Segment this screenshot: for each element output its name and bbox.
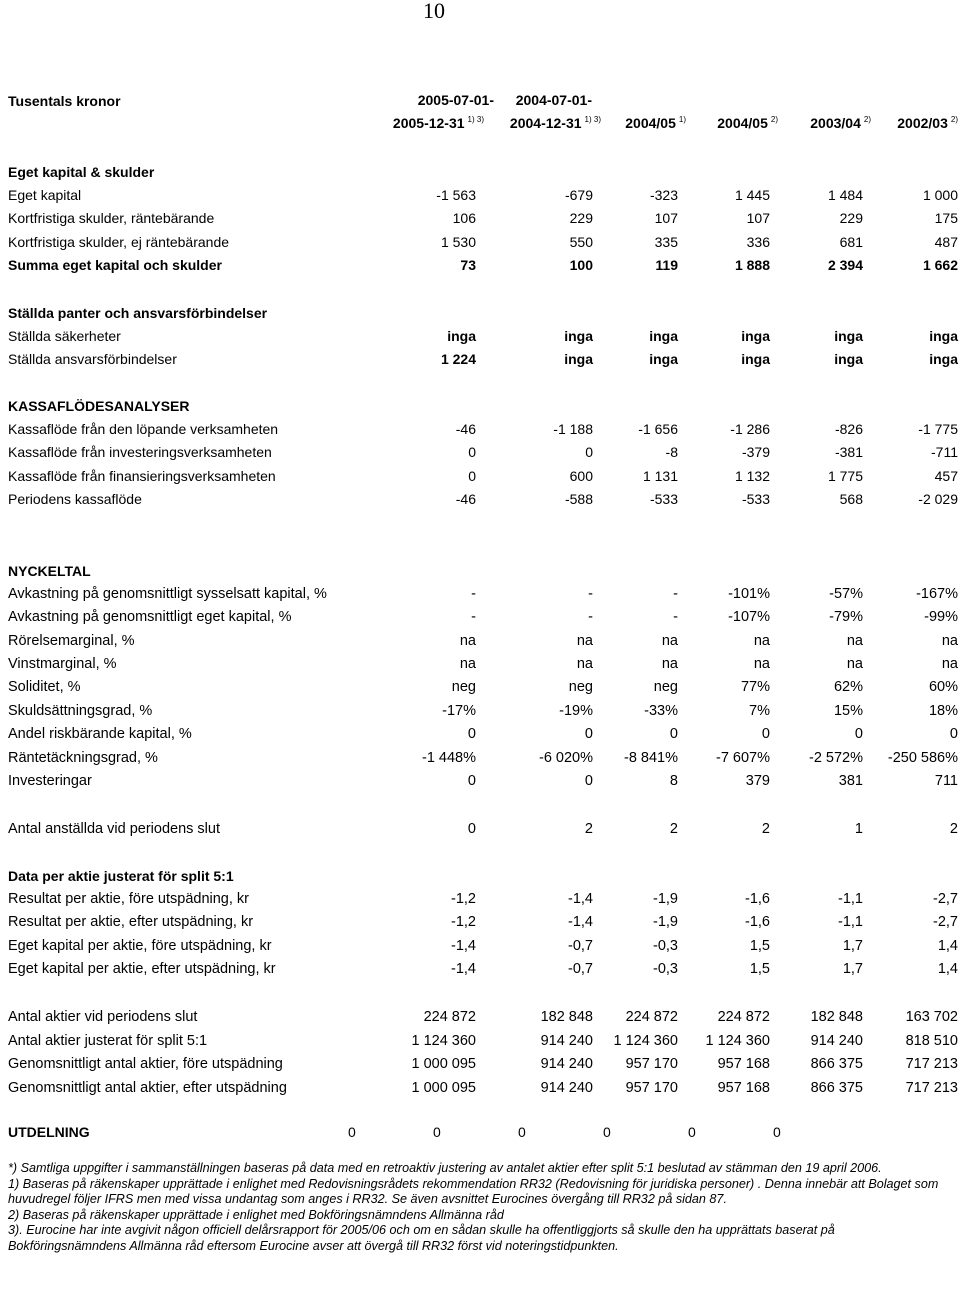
cell-value: -2,7 bbox=[933, 914, 958, 931]
table-row bbox=[8, 723, 958, 746]
cell-value: - bbox=[471, 609, 476, 626]
col2-header-line2: 2004-12-31 $^{1) 3)}$ bbox=[509, 115, 601, 131]
cell-value: -1,4 bbox=[568, 914, 593, 931]
cell-value: 957 168 bbox=[717, 1056, 770, 1073]
dividend-row bbox=[8, 1124, 858, 1140]
cell-value: 77% bbox=[740, 679, 770, 696]
equity-section bbox=[8, 160, 958, 277]
row-label: Eget kapital per aktie, efter utspädning, kr bbox=[8, 961, 276, 977]
cell-value: -7 607% bbox=[715, 749, 770, 766]
cell-value: 1,7 bbox=[842, 937, 863, 954]
cell-value: na bbox=[846, 632, 863, 649]
cell-value: 224 872 bbox=[717, 1009, 770, 1026]
dividend-value: 0 bbox=[518, 1124, 526, 1140]
cell-value: inga bbox=[834, 351, 863, 368]
cell-value: na bbox=[576, 632, 593, 649]
row-label: Avkastning på genomsnittligt sysselsatt kapital, % bbox=[8, 585, 327, 602]
cell-value: 818 510 bbox=[905, 1032, 958, 1049]
cell-value: 60% bbox=[928, 679, 958, 696]
row-label: Kassaflöde från finansieringsverksamheten bbox=[8, 467, 276, 484]
col2-header-line1: 2004-07-01- bbox=[515, 92, 592, 108]
cell-value: 487 bbox=[934, 233, 958, 250]
table-row bbox=[8, 911, 958, 934]
cell-value: 2 bbox=[761, 821, 770, 838]
cell-value: 957 168 bbox=[717, 1079, 770, 1096]
cell-value: 0 bbox=[585, 444, 593, 461]
cell-value: 1,4 bbox=[937, 937, 958, 954]
cell-value: 2 394 bbox=[827, 257, 863, 274]
row-label: Andel riskbärande kapital, % bbox=[8, 726, 192, 743]
cell-value: 866 375 bbox=[810, 1079, 863, 1096]
pledges-section bbox=[8, 301, 958, 371]
row-label: Ställda säkerheter bbox=[8, 328, 121, 345]
cell-value: 1 775 bbox=[827, 467, 863, 484]
cell-value: -17% bbox=[442, 702, 476, 719]
col5-header: 2003/04 $^{2)}$ bbox=[810, 115, 871, 131]
table-row bbox=[8, 582, 958, 605]
table-row bbox=[8, 746, 958, 769]
table-row bbox=[8, 887, 958, 910]
table-row bbox=[8, 770, 958, 793]
cell-value: -0,7 bbox=[568, 961, 593, 977]
cell-value: -1,2 bbox=[451, 890, 476, 907]
cell-value: 866 375 bbox=[810, 1056, 863, 1073]
table-row bbox=[8, 629, 958, 652]
table-row bbox=[8, 488, 958, 511]
cell-value: - bbox=[673, 609, 678, 626]
cell-value: 2 bbox=[584, 821, 593, 838]
cell-value: -46 bbox=[455, 491, 476, 508]
table-row bbox=[8, 676, 958, 699]
cell-value: -0,3 bbox=[653, 961, 678, 977]
cell-value: 957 170 bbox=[625, 1079, 678, 1096]
cell-value: 1,5 bbox=[749, 961, 770, 977]
cell-value: 0 bbox=[584, 772, 593, 789]
cell-value: -1,1 bbox=[838, 890, 863, 907]
cell-value: -167% bbox=[916, 585, 958, 602]
cell-value: 229 bbox=[839, 210, 863, 227]
cell-value: 229 bbox=[569, 210, 593, 227]
col3-header: 2004/05 $^{1)}$ bbox=[625, 115, 686, 131]
cell-value: -101% bbox=[728, 585, 770, 602]
cell-value: 335 bbox=[654, 233, 678, 250]
cell-value: -1,1 bbox=[838, 914, 863, 931]
footnotes bbox=[8, 1161, 954, 1255]
cell-value: -57% bbox=[829, 585, 863, 602]
cell-value: 1,5 bbox=[749, 937, 770, 954]
row-label: Räntetäckningsgrad, % bbox=[8, 749, 158, 766]
cell-value: inga bbox=[741, 328, 770, 345]
row-label: Kortfristiga skulder, räntebärande bbox=[8, 210, 215, 227]
table-row bbox=[8, 1006, 958, 1029]
table-row bbox=[8, 183, 958, 206]
table-row bbox=[8, 958, 958, 981]
cell-value: 1 bbox=[854, 821, 863, 838]
cell-value: 957 170 bbox=[625, 1056, 678, 1073]
cell-value: 1,4 bbox=[937, 961, 958, 977]
cell-value: 1 224 bbox=[440, 351, 476, 368]
row-label: Kortfristiga skulder, ej räntebärande bbox=[8, 233, 230, 250]
cell-value: -1 775 bbox=[918, 421, 958, 438]
per-share-section bbox=[8, 864, 958, 981]
cell-value: -1,9 bbox=[653, 914, 678, 931]
cell-value: -1 286 bbox=[730, 421, 770, 438]
cell-value: -1 563 bbox=[436, 187, 476, 204]
cell-value: 717 213 bbox=[905, 1056, 958, 1073]
cell-value: -588 bbox=[564, 491, 593, 508]
cell-value: -99% bbox=[924, 609, 958, 626]
dividend-value: 0 bbox=[348, 1124, 356, 1140]
table-row bbox=[8, 441, 958, 464]
cell-value: -8 bbox=[665, 444, 678, 461]
cell-value: 1,7 bbox=[842, 961, 863, 977]
cell-value: na bbox=[753, 632, 770, 649]
cell-value: - bbox=[588, 609, 593, 626]
cell-value: -2,7 bbox=[933, 890, 958, 907]
cell-value: 1 131 bbox=[642, 467, 678, 484]
row-label: Investeringar bbox=[8, 772, 92, 789]
cell-value: -826 bbox=[834, 421, 863, 438]
cell-value: 681 bbox=[839, 233, 863, 250]
table-row bbox=[8, 254, 958, 277]
cell-value: 457 bbox=[934, 467, 958, 484]
col1-header-line1: 2005-07-01- bbox=[417, 92, 494, 108]
cell-value: -1,9 bbox=[653, 890, 678, 907]
row-label: Resultat per aktie, efter utspädning, kr bbox=[8, 914, 254, 931]
cell-value: 1 000 bbox=[922, 187, 958, 204]
footnote: 3). Eurocine har inte avgivit någon officiell delårsrapport för 2005/06 och om en sådan skulle ha offentliggjorts så skulle den ha upprättats baserat på Bokföringsnämndens Allmänna råd eftersom Eurocine avser att övergå till RR32 först vid noteringstidpunkten. bbox=[8, 1223, 835, 1253]
cell-value: -1,6 bbox=[745, 914, 770, 931]
cell-value: na bbox=[941, 656, 958, 672]
cell-value: -1 656 bbox=[638, 421, 678, 438]
cell-value: 1 662 bbox=[922, 257, 958, 274]
cell-value: 1 132 bbox=[734, 467, 770, 484]
cell-value: na bbox=[459, 632, 476, 649]
cell-value: 2 bbox=[669, 821, 678, 838]
cell-value: 7% bbox=[749, 702, 770, 719]
cell-value: 0 bbox=[468, 467, 476, 484]
cell-value: -1 188 bbox=[553, 421, 593, 438]
cell-value: 15% bbox=[833, 702, 863, 719]
cell-value: inga bbox=[649, 328, 678, 345]
row-label: Soliditet, % bbox=[8, 679, 81, 696]
cell-value: neg bbox=[568, 679, 593, 696]
cell-value: na bbox=[846, 656, 863, 672]
cell-value: 107 bbox=[746, 210, 770, 227]
cell-value: 119 bbox=[655, 257, 678, 274]
row-label: Antal anställda vid periodens slut bbox=[8, 821, 220, 838]
cell-value: inga bbox=[564, 351, 593, 368]
table-row bbox=[8, 818, 958, 841]
cell-value: 1 000 095 bbox=[411, 1056, 476, 1073]
cell-value: 182 848 bbox=[810, 1009, 863, 1026]
cell-value: 0 bbox=[468, 444, 476, 461]
cashflow-section bbox=[8, 394, 958, 511]
cell-value: -2 029 bbox=[918, 491, 958, 508]
cell-value: -533 bbox=[649, 491, 678, 508]
cell-value: 1 124 360 bbox=[705, 1032, 770, 1049]
cell-value: na bbox=[661, 632, 678, 649]
cell-value: 175 bbox=[934, 210, 958, 227]
cell-value: 0 bbox=[949, 726, 958, 743]
cell-value: 18% bbox=[928, 702, 958, 719]
cell-value: -679 bbox=[564, 187, 593, 204]
cell-value: neg bbox=[653, 679, 678, 696]
table-header bbox=[8, 89, 958, 135]
table-row bbox=[8, 324, 958, 347]
col6-header: 2002/03 $^{2)}$ bbox=[897, 115, 958, 131]
cell-value: 914 240 bbox=[540, 1079, 593, 1096]
cell-value: -250 586% bbox=[887, 749, 958, 766]
cell-value: - bbox=[673, 585, 678, 602]
section-heading: NYCKELTAL bbox=[8, 562, 91, 579]
row-label: Vinstmarginal, % bbox=[8, 656, 117, 672]
cell-value: inga bbox=[929, 351, 958, 368]
cell-value: 1 000 095 bbox=[411, 1079, 476, 1096]
table-row bbox=[8, 230, 958, 253]
row-label: Eget kapital per aktie, före utspädning, kr bbox=[8, 937, 272, 954]
cell-value: 73 bbox=[460, 257, 476, 274]
cell-value: 1 124 360 bbox=[613, 1032, 678, 1049]
cell-value: 914 240 bbox=[540, 1056, 593, 1073]
col4-header: 2004/05 $^{2)}$ bbox=[717, 115, 778, 131]
cell-value: 1 445 bbox=[734, 187, 770, 204]
row-label: Antal aktier vid periodens slut bbox=[8, 1009, 198, 1026]
employees-section bbox=[8, 818, 958, 841]
cell-value: -323 bbox=[649, 187, 678, 204]
cell-value: 182 848 bbox=[540, 1009, 593, 1026]
table-row bbox=[8, 1076, 958, 1099]
cell-value: -1,4 bbox=[451, 961, 476, 977]
cell-value: 0 bbox=[584, 726, 593, 743]
cell-value: -79% bbox=[829, 609, 863, 626]
table-row bbox=[8, 606, 958, 629]
cell-value: 224 872 bbox=[625, 1009, 678, 1026]
cell-value: 914 240 bbox=[540, 1032, 593, 1049]
cell-value: inga bbox=[564, 328, 593, 345]
cell-value: 1 484 bbox=[827, 187, 863, 204]
row-label: Genomsnittligt antal aktier, före utspädning bbox=[8, 1056, 283, 1073]
cell-value: -107% bbox=[728, 609, 770, 626]
cell-value: na bbox=[941, 632, 958, 649]
cell-value: -46 bbox=[455, 421, 476, 438]
table-row bbox=[8, 934, 958, 957]
cell-value: 2 bbox=[949, 821, 958, 838]
cell-value: -381 bbox=[834, 444, 863, 461]
cell-value: na bbox=[459, 656, 476, 672]
dividend-value: 0 bbox=[773, 1124, 781, 1140]
row-label: Kassaflöde från investeringsverksamheten bbox=[8, 444, 272, 461]
cell-value: -379 bbox=[741, 444, 770, 461]
cell-value: 224 872 bbox=[423, 1009, 476, 1026]
cell-value: -6 020% bbox=[538, 749, 593, 766]
row-label: Avkastning på genomsnittligt eget kapital, % bbox=[8, 609, 292, 626]
cell-value: 0 bbox=[761, 726, 770, 743]
cell-value: -1,4 bbox=[568, 890, 593, 907]
cell-value: -711 bbox=[931, 444, 958, 461]
cell-value: inga bbox=[741, 351, 770, 368]
cell-value: inga bbox=[649, 351, 678, 368]
cell-value: 600 bbox=[569, 467, 593, 484]
cell-value: -2 572% bbox=[808, 749, 863, 766]
table-row bbox=[8, 348, 958, 371]
cell-value: -1,2 bbox=[451, 914, 476, 931]
dividend-label: UTDELNING bbox=[8, 1124, 90, 1140]
table-title: Tusentals kronor bbox=[8, 93, 121, 109]
cell-value: 711 bbox=[934, 772, 958, 789]
dividend-value: 0 bbox=[433, 1124, 441, 1140]
dividend-value: 0 bbox=[603, 1124, 611, 1140]
footnote: 1) Baseras på räkenskaper upprättade i enlighet med Redovisningsrådets rekommendation RR32 (Redovisning för juridiska personer) . Denna innebär att Bolaget som huvudregel följer IFRS men med vissa undantag som anges i RR32. Se även avsnittet Eurocines övergång till RR32 på sidan 87. bbox=[8, 1176, 939, 1207]
cell-value: inga bbox=[447, 328, 476, 345]
cell-value: 100 bbox=[569, 257, 593, 274]
cell-value: 107 bbox=[654, 210, 678, 227]
col1-header-line2: 2005-12-31 $^{1) 3)}$ bbox=[392, 115, 484, 131]
cell-value: 0 bbox=[467, 772, 476, 789]
shares-section bbox=[8, 1006, 958, 1100]
cell-value: inga bbox=[929, 328, 958, 345]
page-number: 10 bbox=[423, 0, 445, 23]
cell-value: 914 240 bbox=[810, 1032, 863, 1049]
table-row bbox=[8, 653, 958, 676]
footnote: 2) Baseras på räkenskaper upprättade i enlighet med Bokföringsnämndens Allmänna råd bbox=[8, 1207, 504, 1222]
cell-value: -0,7 bbox=[568, 937, 593, 954]
cell-value: 568 bbox=[839, 491, 863, 508]
row-label: Rörelsemarginal, % bbox=[8, 632, 135, 649]
table-row bbox=[8, 464, 958, 487]
cell-value: 0 bbox=[467, 821, 476, 838]
keyfigures-section bbox=[8, 559, 958, 793]
cell-value: -1 448% bbox=[421, 749, 476, 766]
cell-value: 336 bbox=[746, 233, 770, 250]
section-heading: Ställda panter och ansvarsförbindelser bbox=[8, 304, 268, 321]
table-row bbox=[8, 1053, 958, 1076]
row-label: Genomsnittligt antal aktier, efter utspädning bbox=[8, 1079, 287, 1096]
cell-value: 1 888 bbox=[734, 257, 770, 274]
cell-value: 717 213 bbox=[905, 1079, 958, 1096]
cell-value: 379 bbox=[745, 772, 770, 789]
row-label: Ställda ansvarsförbindelser bbox=[8, 351, 177, 368]
section-heading: Data per aktie justerat för split 5:1 bbox=[8, 867, 234, 884]
table-row bbox=[8, 417, 958, 440]
table-row bbox=[8, 1029, 958, 1052]
cell-value: 163 702 bbox=[905, 1009, 958, 1026]
row-label: Periodens kassaflöde bbox=[8, 491, 142, 508]
row-label: Kassaflöde från den löpande verksamheten bbox=[8, 421, 279, 438]
cell-value: 550 bbox=[569, 233, 593, 250]
cell-value: na bbox=[661, 656, 678, 672]
cell-value: 0 bbox=[669, 726, 678, 743]
cell-value: na bbox=[576, 656, 593, 672]
cell-value: inga bbox=[834, 328, 863, 345]
row-label: Skuldsättningsgrad, % bbox=[8, 702, 153, 719]
cell-value: 106 bbox=[452, 210, 476, 227]
table-row bbox=[8, 207, 958, 230]
section-heading: KASSAFLÖDESANALYSER bbox=[8, 397, 190, 414]
table-row bbox=[8, 699, 958, 722]
cell-value: 0 bbox=[467, 726, 476, 743]
section-heading: Eget kapital & skulder bbox=[8, 163, 155, 180]
cell-value: - bbox=[588, 585, 593, 602]
footnote: *) Samtliga uppgifter i sammanställningen baseras på data med en retroaktiv justering av antalet aktier efter split 5:1 beslutad av stämman den 19 april 2006. bbox=[8, 1161, 882, 1175]
row-label: Summa eget kapital och skulder bbox=[8, 257, 222, 274]
cell-value: neg bbox=[451, 679, 476, 696]
cell-value: -1,6 bbox=[745, 890, 770, 907]
row-label: Eget kapital bbox=[8, 187, 82, 204]
cell-value: 381 bbox=[838, 772, 863, 789]
row-label: Antal aktier justerat för split 5:1 bbox=[8, 1032, 208, 1049]
dividend-value: 0 bbox=[688, 1124, 696, 1140]
cell-value: - bbox=[471, 585, 476, 602]
row-label: Resultat per aktie, före utspädning, kr bbox=[8, 890, 249, 907]
cell-value: 8 bbox=[669, 772, 678, 789]
cell-value: na bbox=[753, 656, 770, 672]
cell-value: 62% bbox=[833, 679, 863, 696]
cell-value: 1 124 360 bbox=[411, 1032, 476, 1049]
cell-value: -533 bbox=[741, 491, 770, 508]
cell-value: 1 530 bbox=[440, 233, 476, 250]
cell-value: -0,3 bbox=[653, 937, 678, 954]
cell-value: -1,4 bbox=[451, 937, 476, 954]
cell-value: -33% bbox=[644, 702, 678, 719]
cell-value: -19% bbox=[559, 702, 593, 719]
cell-value: -8 841% bbox=[623, 749, 678, 766]
cell-value: 0 bbox=[854, 726, 863, 743]
